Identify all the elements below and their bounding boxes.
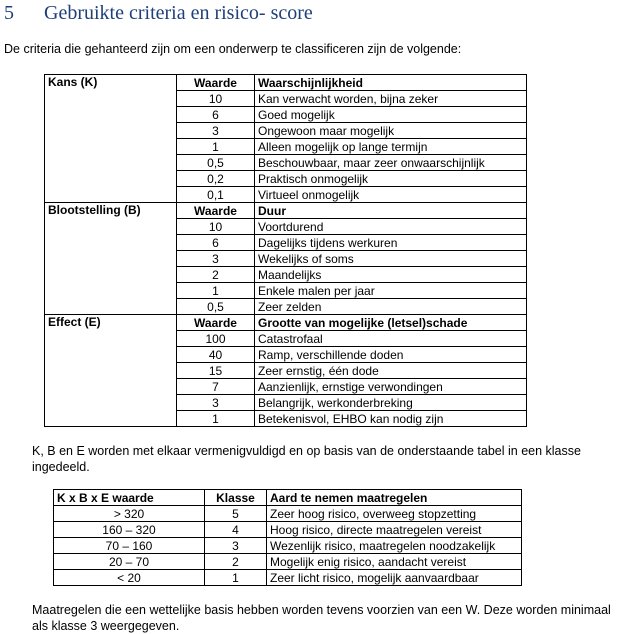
header-class: Klasse (205, 490, 267, 506)
criteria-column-header: Waarde (177, 75, 255, 91)
criteria-column-header: Grootte van mogelijke (letsel)schade (255, 315, 527, 331)
class-measure: Mogelijk enig risico, aandacht vereist (267, 554, 522, 570)
criteria-description: Voortdurend (255, 219, 527, 235)
table-row (54, 522, 522, 538)
class-range: > 320 (54, 506, 205, 522)
class-number: 4 (205, 522, 267, 538)
table-row (54, 506, 522, 522)
class-measure: Hoog risico, directe maatregelen vereist (267, 522, 522, 538)
header-measures: Aard te nemen maatregelen (267, 490, 522, 506)
criteria-value: 40 (177, 347, 255, 363)
criteria-value: 0,1 (177, 187, 255, 203)
criteria-column-header: Waarschijnlijkheid (255, 75, 527, 91)
criteria-value: 0,5 (177, 299, 255, 315)
criteria-group-header (45, 75, 527, 91)
criteria-description: Catastrofaal (255, 331, 527, 347)
criteria-value: 6 (177, 107, 255, 123)
criteria-description: Zeer ernstig, één dode (255, 363, 527, 379)
class-number: 1 (205, 570, 267, 586)
criteria-value: 2 (177, 267, 255, 283)
criteria-value: 1 (177, 283, 255, 299)
criteria-group-label: Kans (K) (45, 75, 177, 203)
table-row (54, 554, 522, 570)
criteria-description: Ramp, verschillende doden (255, 347, 527, 363)
class-number: 2 (205, 554, 267, 570)
criteria-value: 7 (177, 379, 255, 395)
criteria-column-header: Duur (255, 203, 527, 219)
class-table (53, 489, 522, 586)
class-measure: Wezenlijk risico, maatregelen noodzakelijk (267, 538, 522, 554)
class-range: 20 – 70 (54, 554, 205, 570)
criteria-value: 15 (177, 363, 255, 379)
criteria-value: 100 (177, 331, 255, 347)
section-number: 5 (4, 2, 14, 24)
criteria-description: Aanzienlijk, ernstige verwondingen (255, 379, 527, 395)
criteria-description: Ongewoon maar mogelijk (255, 123, 527, 139)
criteria-description: Dagelijks tijdens werkuren (255, 235, 527, 251)
criteria-value: 3 (177, 251, 255, 267)
section-heading (4, 2, 313, 25)
criteria-value: 10 (177, 91, 255, 107)
class-measure: Zeer hoog risico, overweeg stopzetting (267, 506, 522, 522)
criteria-description: Betekenisvol, EHBO kan nodig zijn (255, 411, 527, 427)
criteria-description: Goed mogelijk (255, 107, 527, 123)
criteria-table (44, 74, 527, 427)
class-number: 3 (205, 538, 267, 554)
criteria-value: 10 (177, 219, 255, 235)
criteria-description: Praktisch onmogelijk (255, 171, 527, 187)
criteria-value: 3 (177, 395, 255, 411)
multiply-paragraph: K, B en E worden met elkaar vermenigvuldigd en op basis van de onderstaande tabel in een klasse ingedeeld. (32, 444, 581, 474)
header-value: K x B x E waarde (54, 490, 205, 506)
criteria-value: 0,5 (177, 155, 255, 171)
criteria-description: Kan verwacht worden, bijna zeker (255, 91, 527, 107)
criteria-column-header: Waarde (177, 203, 255, 219)
criteria-description: Maandelijks (255, 267, 527, 283)
table-row (54, 570, 522, 586)
criteria-group-header (45, 315, 527, 331)
class-range: < 20 (54, 570, 205, 586)
criteria-value: 6 (177, 235, 255, 251)
intro-paragraph: De criteria die gehanteerd zijn om een onderwerp te classificeren zijn de volgende: (4, 42, 462, 56)
criteria-description: Wekelijks of soms (255, 251, 527, 267)
class-table-header (54, 490, 522, 506)
criteria-description: Alleen mogelijk op lange termijn (255, 139, 527, 155)
criteria-description: Zeer zelden (255, 299, 527, 315)
class-measure: Zeer licht risico, mogelijk aanvaardbaar (267, 570, 522, 586)
criteria-column-header: Waarde (177, 315, 255, 331)
criteria-group-header (45, 203, 527, 219)
criteria-description: Virtueel onmogelijk (255, 187, 527, 203)
criteria-value: 1 (177, 139, 255, 155)
criteria-value: 1 (177, 411, 255, 427)
class-range: 160 – 320 (54, 522, 205, 538)
criteria-group-label: Effect (E) (45, 315, 177, 427)
criteria-value: 0,2 (177, 171, 255, 187)
table-row (54, 538, 522, 554)
criteria-description: Beschouwbaar, maar zeer onwaarschijnlijk (255, 155, 527, 171)
class-range: 70 – 160 (54, 538, 205, 554)
criteria-group-label: Blootstelling (B) (45, 203, 177, 315)
criteria-value: 3 (177, 123, 255, 139)
criteria-description: Belangrijk, werkonderbreking (255, 395, 527, 411)
class-number: 5 (205, 506, 267, 522)
section-title: Gebruikte criteria en risico- score (44, 2, 313, 24)
criteria-description: Enkele malen per jaar (255, 283, 527, 299)
footer-paragraph: Maatregelen die een wettelijke basis hebben worden tevens voorzien van een W. Deze worden minimaal als klasse 3 weergegeven. (32, 603, 611, 633)
